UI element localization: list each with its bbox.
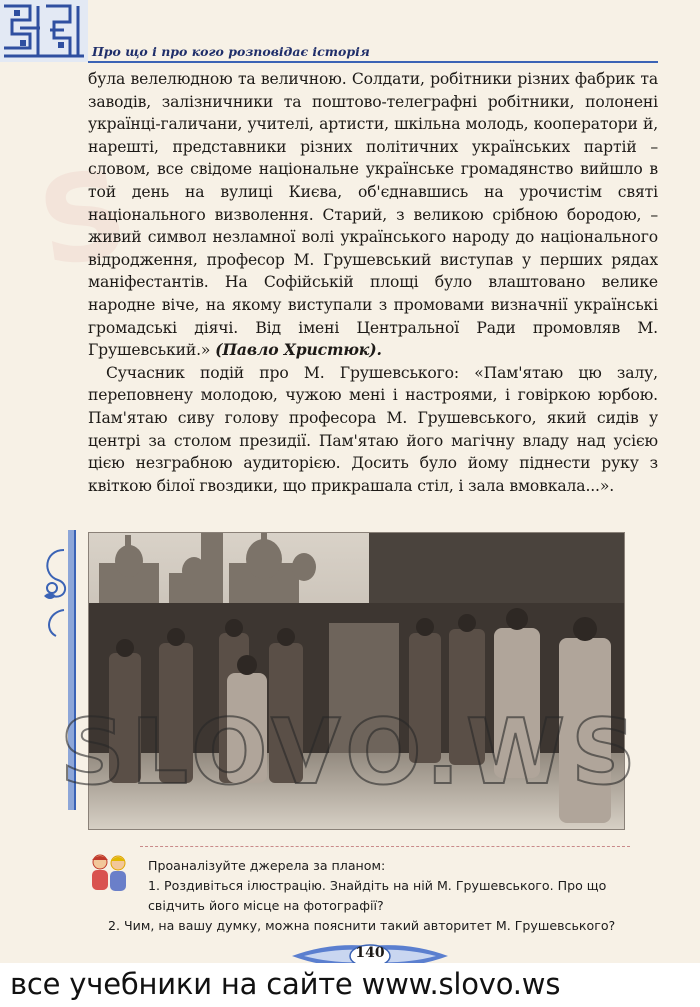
paragraph-1-text: була велелюдною та величною. Солдати, робітники різних фабрик та заводів, залізничники та поштово-телеграфні робітники, полонені українці-галичани, учителі, артисти, шкільна молодь, кооператори й, нарешті, представники різних політичних українських партій – словом, все свідоме національне українське громадянство вийшло в той день на вулиці Києва, об'єднавшись на урочистім святі національного визволення. Старий, з великою срібною бородою, – живий символ незламної волі українського народу до національного відродження, професор М. Грушевський виступав у перших рядах маніфестантів. На Софійській площі було влаштовано велике народне віче, на якому виступали з промовами визначнії українські громадські діячі. Від імені Центральної Ради промовляв М. Грушевський.» (88, 70, 658, 360)
running-header-title: Про що і про кого розповідає історія (92, 44, 370, 59)
historical-photo (88, 532, 625, 830)
side-ornament-icon (34, 530, 82, 810)
questions-heading: Проаналізуйте джерела за планом: (148, 858, 386, 873)
source-author: (Павло Христюк). (215, 340, 382, 360)
page-number: 140 (355, 945, 385, 961)
header-rule (88, 61, 658, 63)
questions-divider (140, 846, 630, 847)
watermark-faint: S (30, 144, 136, 295)
question-2: 2. Чим, на вашу думку, можна пояснити такий авторитет М. Грушевського? (108, 918, 616, 933)
body-text (88, 68, 658, 497)
paragraph-1 (88, 68, 658, 362)
footer-link-text[interactable]: все учебники на сайте www.slovo.ws (10, 967, 561, 1001)
question-1: 1. Роздивіться ілюстрацію. Знайдіть на ній М. Грушевського. Про що свідчить його місце на фотографії? (148, 878, 607, 913)
paragraph-2: Сучасник подій про М. Грушевського: «Пам'ятаю цю залу, переповнену молодою, чужою мені і настроями, і говіркою юрбою. Пам'ятаю сиву голову професора М. Грушевського, який сидів у центрі за столом президії. Пам'ятаю його магічну владу над усією цією незграбною аудиторією. Досить було йому піднести руку з квіткою білої гвоздики, що прикрашала стіл, і зала вмовкала...». (88, 363, 658, 495)
header-ornament-icon (0, 0, 88, 62)
analysis-questions (108, 856, 633, 936)
